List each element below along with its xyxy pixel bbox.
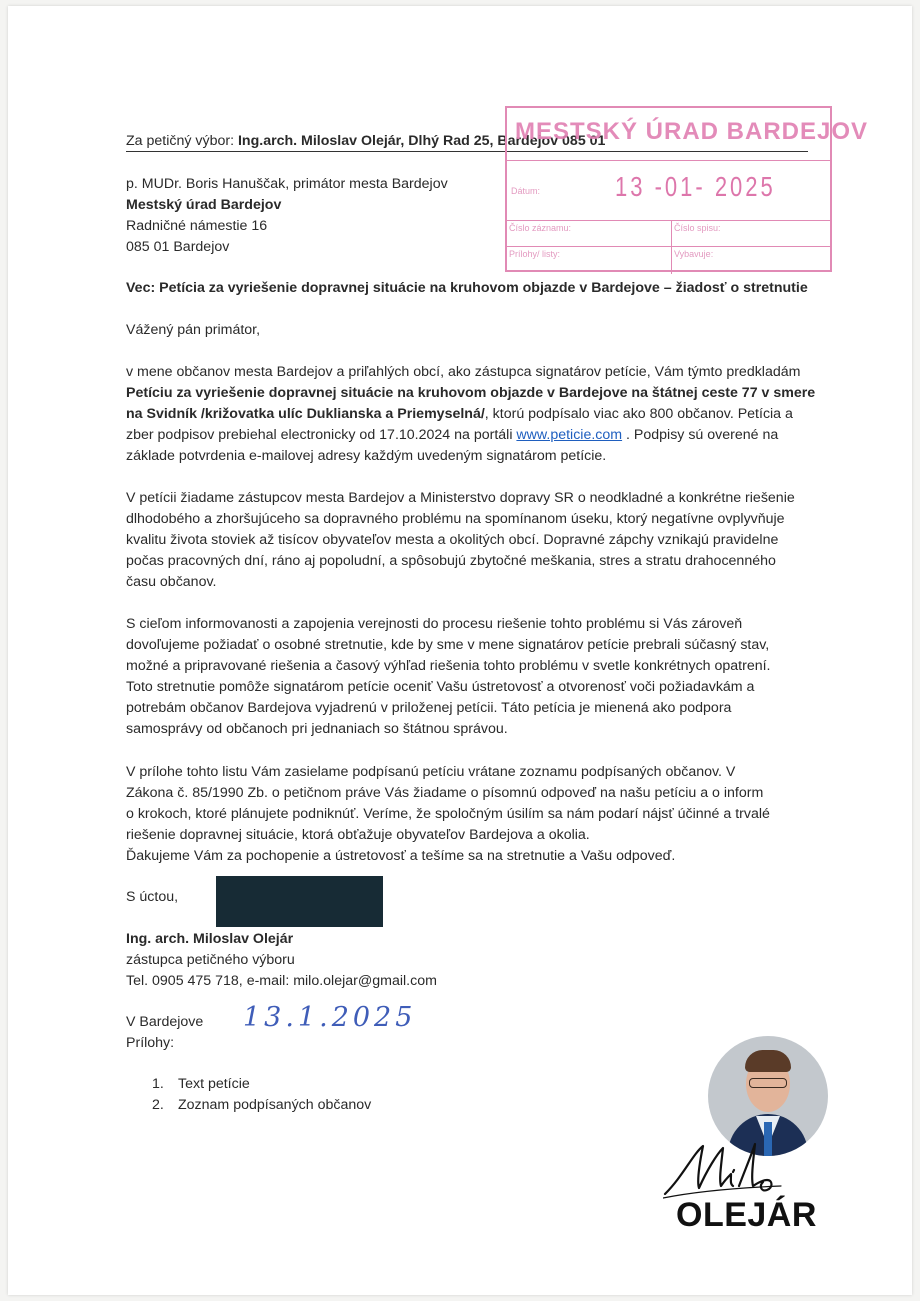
paragraph-line: o krokoch, ktoré plánujete podniknúť. Veríme, že spoločným úsilím sa nám podarí nájsť účinné a trvalé (126, 806, 770, 822)
registry-stamp (505, 106, 869, 272)
stamp-date-value: 13 -01- 2025 (615, 170, 776, 202)
closing: S úctou, (126, 889, 179, 905)
paragraph-text: zber podpisov prebiehal electronicky od 17.10.2024 na portáli (126, 427, 517, 443)
paragraph-line: kvalitu života stoviek až tisícov obyvateľov mesta a okolitých obcí. Dopravné zápchy vznikajú pravidelne (126, 532, 779, 548)
portrait-hair (745, 1050, 791, 1072)
paragraph-line: potrebám občanov Bardejova vyjadrenú v priloženej petícii. Táto petícia je mienená ako podpora (126, 700, 732, 716)
paragraph-line: dovoľujeme požiadať o osobné stretnutie, kde by sme v mene signatárov petície prebrali súčasný stav, (126, 637, 770, 653)
recipient-address (126, 174, 448, 258)
redacted-signature (216, 876, 383, 927)
handwritten-date: 13.1.2025 (243, 1002, 417, 1033)
paragraph-line (126, 425, 815, 446)
paragraph-meeting (126, 614, 771, 740)
stamp-file-label: Číslo spisu: (674, 223, 721, 233)
stamp-attachments-label: Prílohy/ listy: (509, 249, 561, 259)
petition-location: na Svidník /križovatka ulíc Duklianska a Priemyselná/ (126, 406, 485, 422)
paragraph-line: Petíciu za vyriešenie dopravnej situácie na kruhovom objazde v Bardejove na štátnej ceste 77 v smere (126, 385, 816, 401)
paragraph-line: samosprávy od občanoch pri jednaniach so štátnou správou. (126, 721, 508, 737)
list-item-text: Zoznam podpísaných občanov (178, 1097, 372, 1113)
paragraph-line: Ďakujeme Vám za pochopenie a ústretovosť a tešíme sa na stretnutie a Vašu odpoveď. (126, 848, 676, 864)
recipient-city: 085 01 Bardejov (126, 239, 230, 255)
stamp-date-label: Dátum: (511, 186, 541, 196)
paragraph-line: v mene občanov mesta Bardejov a priľahlých obcí, ako zástupca signatárov petície, Vám týmto predkladám (126, 364, 801, 380)
subject-line: Vec: Petícia za vyriešenie dopravnej situácie na kruhovom objazde v Bardejove – žiadosť o stretnutie (126, 280, 808, 296)
recipient-name: p. MUDr. Boris Hanuščak, primátor mesta Bardejov (126, 176, 448, 192)
stamp-column-divider (671, 220, 672, 274)
paragraph-request (126, 488, 795, 593)
petition-portal-link[interactable]: www.peticie.com (516, 427, 623, 443)
logo-name: OLEJÁR (676, 1196, 817, 1234)
signature-block (126, 929, 437, 992)
paragraph-line: riešenie dopravnej situácie, ktorá obťažuje obyvateľov Bardejova a okolia. (126, 827, 590, 843)
paragraph-line: dlhodobého a zhoršujúceho sa dopravného problému na spomínanom úseku, ktorý negatívne ovplyvňuje (126, 511, 785, 527)
list-item-number: 2. (152, 1097, 164, 1113)
paragraph-line: V prílohe tohto listu Vám zasielame podpísanú petíciu vrátane zoznamu podpísaných občanov. V (126, 764, 736, 780)
stamp-handler-label: Vybavuje: (674, 249, 714, 259)
list-item (152, 1095, 371, 1116)
stamp-divider (507, 246, 830, 247)
committee-label: Za petičný výbor: (126, 133, 235, 149)
paragraph-text: , ktorú podpísalo viac ako 800 občanov. Petícia a (484, 406, 793, 422)
attachments-list (152, 1074, 371, 1116)
paragraph-line: času občanov. (126, 574, 217, 590)
stamp-title: MESTSKÝ ÚRAD BARDEJOV (515, 118, 869, 145)
recipient-street: Radničné námestie 16 (126, 218, 268, 234)
signatory-role: zástupca petičného výboru (126, 952, 295, 968)
paragraph-attachment-note (126, 762, 770, 867)
place: V Bardejove (126, 1014, 204, 1030)
paragraph-line: Zákona č. 85/1990 Zb. o petičnom práve Vás žiadame o písomnú odpoveď na našu petíciu a o inform (126, 785, 764, 801)
stamp-reg-label: Číslo záznamu: (509, 223, 572, 233)
list-item (152, 1074, 371, 1095)
salutation: Vážený pán primátor, (126, 322, 261, 338)
list-item-text: Text petície (178, 1076, 250, 1092)
paragraph-line: Toto stretnutie pomôže signatárom petície oceniť Vašu ústretovosť a otvorenosť voči požiadavkám a (126, 679, 755, 695)
list-item-number: 1. (152, 1076, 164, 1092)
paragraph-line: V petícii žiadame zástupcov mesta Bardejov a Ministerstvo dopravy SR o neodkladné a konkrétne riešenie (126, 490, 795, 506)
signatory-name: Ing. arch. Miloslav Olejár (126, 931, 294, 947)
letter-page (8, 6, 912, 1295)
paragraph-text: . Podpisy sú overené na (622, 427, 779, 443)
paragraph-line: počas pracovných dní, ráno aj popoludní, a spôsobujú zbytočné meškania, stres a stratu drahocenného (126, 553, 776, 569)
paragraph-line: možné a pripravované riešenia a časový výhľad riešenia tohto problému v svetle konkrétnych opatrení. (126, 658, 771, 674)
paragraph-line (126, 404, 815, 425)
recipient-office: Mestský úrad Bardejov (126, 197, 282, 213)
paragraph-intro (126, 362, 815, 467)
paragraph-line: základe potvrdenia e-mailovej adresy každým uvedeným signatárom petície. (126, 448, 607, 464)
stamp-divider (507, 220, 830, 221)
stamp-divider (507, 160, 830, 161)
paragraph-line: S cieľom informovanosti a zapojenia verejnosti do procesu riešenie tohto problému si Vás zároveň (126, 616, 743, 632)
attachments-label: Prílohy: (126, 1035, 175, 1051)
portrait-glasses (749, 1078, 787, 1088)
signatory-contact: Tel. 0905 475 718, e-mail: milo.olejar@gmail.com (126, 973, 437, 989)
committee-member: Ing.arch. Miloslav Olejár, Dlhý Rad 25, Bardejov 085 01 (237, 133, 606, 149)
